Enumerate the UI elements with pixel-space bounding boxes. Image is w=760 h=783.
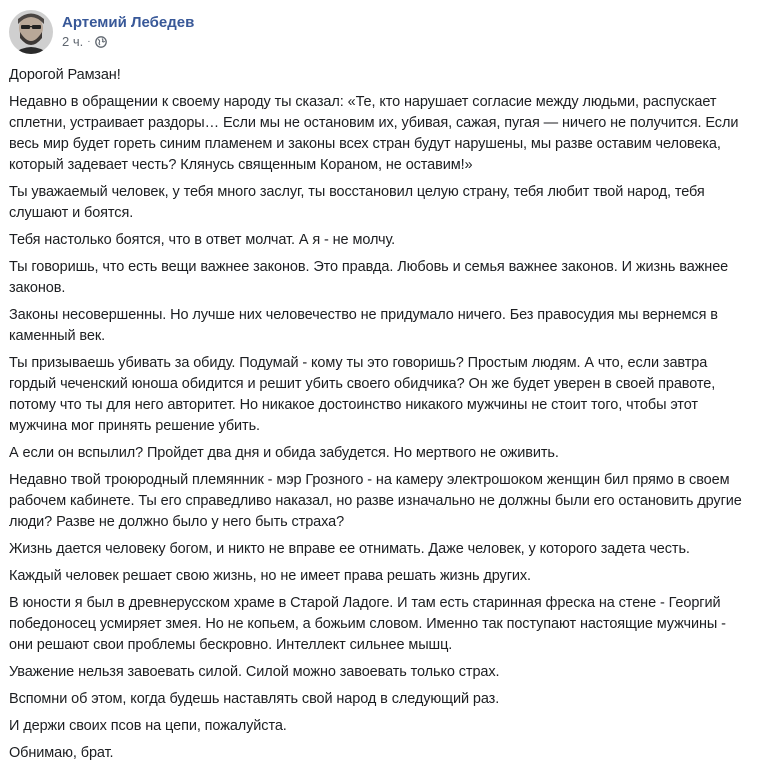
- paragraph: Недавно в обращении к своему народу ты сказал: «Те, кто нарушает согласие между людьми, распускает сплетни, устраивает раздоры… Если мы не остановим их, убивая, сажая, пугая — ничего не получится. Если весь мир будет гореть синим пламенем и законы всех стран будут нарушены, мы разве оставим человека, который задевает честь? Клянусь священным Кораном, не оставим!»: [9, 94, 739, 173]
- paragraph: Недавно твой троюродный племянник - мэр Грозного - на камеру электрошоком женщин бил прямо в своем рабочем кабинете. Ты его справедливо наказал, но разве изначально не должны были его остановить другие люди? Разве не должно было у него быть страха?: [9, 472, 742, 530]
- header-text: [62, 14, 194, 50]
- paragraph: Ты говоришь, что есть вещи важнее законов. Это правда. Любовь и семья важнее законов. И жизнь важнее законов.: [9, 259, 729, 296]
- paragraph: Уважение нельзя завоевать силой. Силой можно завоевать только страх.: [9, 664, 500, 680]
- post-text: [9, 65, 748, 764]
- paragraph: Законы несовершенны. Но лучше них человечество не придумало ничего. Без правосудия мы вернемся в каменный век.: [9, 307, 718, 344]
- paragraph: Вспомни об этом, когда будешь наставлять свой народ в следующий раз.: [9, 691, 500, 707]
- post-meta: [62, 34, 194, 50]
- paragraph: А если он вспылил? Пройдет два дня и обида забудется. Но мертвого не оживить.: [9, 445, 559, 461]
- paragraph: Ты уважаемый человек, у тебя много заслуг, ты восстановил целую страну, тебя любит твой народ, тебя слушают и боятся.: [9, 184, 705, 221]
- globe-icon[interactable]: [95, 36, 107, 48]
- paragraph: Тебя настолько боятся, что в ответ молчат. А я - не молчу.: [9, 232, 396, 248]
- timestamp-link[interactable]: 2 ч.: [62, 34, 84, 49]
- paragraph: Дорогой Рамзан!: [9, 67, 121, 83]
- paragraph: И держи своих псов на цепи, пожалуйста.: [9, 718, 287, 734]
- author-name-link[interactable]: Артемий Лебедев: [62, 14, 195, 31]
- meta-separator: ·: [87, 36, 91, 47]
- paragraph: Жизнь дается человеку богом, и никто не вправе ее отнимать. Даже человек, у которого задета честь.: [9, 541, 690, 557]
- paragraph: Каждый человек решает свою жизнь, но не имеет права решать жизнь других.: [9, 568, 531, 584]
- paragraph: Ты призываешь убивать за обиду. Подумай - кому ты это говоришь? Простым людям. А что, если завтра гордый чеченский юноша обидится и решит убить своего обидчика? Он же будет уверен в своей правоте, потому что ты для него авторитет. Но никакое достоинство никакого мужчины не стоит того, чтобы этот мужчина мог принять решение убить.: [9, 355, 716, 434]
- avatar-photo-icon[interactable]: [9, 10, 53, 54]
- post-header: [9, 0, 748, 58]
- paragraph: В юности я был в древнерусском храме в Старой Ладоге. И там есть старинная фреска на стене - Георгий победоносец усмиряет змея. Но не копьем, а божьим словом. Именно так поступают настоящие мужчины - они решают свои проблемы бескровно. Интеллект сильнее мышц.: [9, 595, 726, 653]
- paragraph: Обнимаю, брат.: [9, 745, 114, 761]
